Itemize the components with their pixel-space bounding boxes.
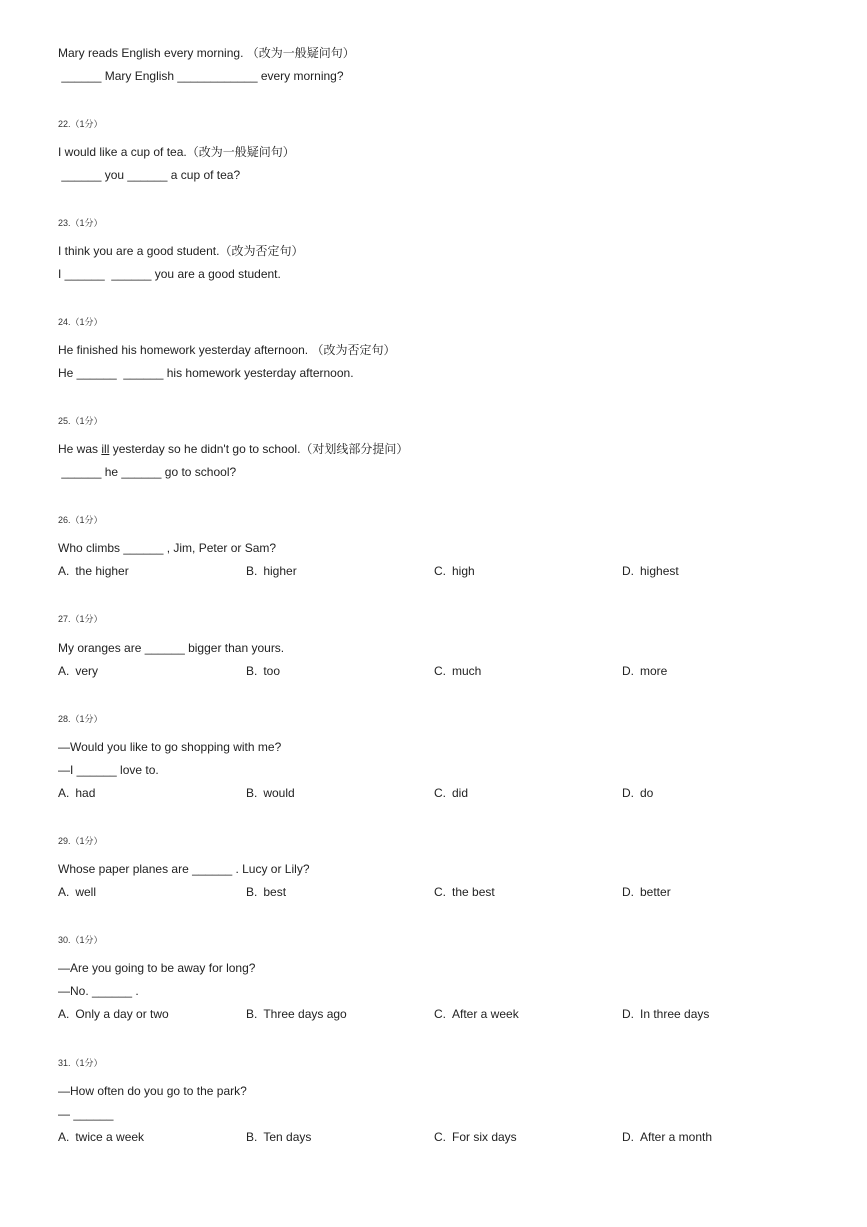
q23-number: 23.（1分） <box>58 218 103 228</box>
option-letter: B. <box>246 664 258 678</box>
q30-number: 30.（1分） <box>58 935 103 945</box>
q28-stem-line1: —Would you like to go shopping with me? <box>58 740 282 754</box>
option-text: did <box>452 786 469 800</box>
option-letter: A. <box>58 786 70 800</box>
q27-number: 27.（1分） <box>58 614 103 624</box>
option-letter: D. <box>622 786 634 800</box>
option-text: had <box>75 786 96 800</box>
option-text: more <box>640 664 668 678</box>
option-text: highest <box>640 564 679 578</box>
q21-stem: Mary reads English every morning. （改为一般疑问句） <box>58 46 355 60</box>
option-text: much <box>452 664 482 678</box>
option-letter: D. <box>622 1007 634 1021</box>
q29-stem: Whose paper planes are ______ . Lucy or Lily? <box>58 862 310 876</box>
option-text: the best <box>452 885 495 899</box>
option-letter: D. <box>622 564 634 578</box>
q30-option-a[interactable] <box>58 1007 169 1021</box>
option-text: In three days <box>640 1007 710 1021</box>
option-text: better <box>640 885 671 899</box>
option-text: For six days <box>452 1130 517 1144</box>
q27-option-d[interactable] <box>622 664 667 678</box>
option-letter: B. <box>246 564 258 578</box>
option-letter: A. <box>58 664 70 678</box>
q25-stem-start: He was <box>58 442 102 456</box>
option-text: twice a week <box>75 1130 145 1144</box>
q28-option-a[interactable] <box>58 786 95 800</box>
option-text: higher <box>263 564 297 578</box>
q29-option-a[interactable] <box>58 885 96 899</box>
q28-option-d[interactable] <box>622 786 653 800</box>
option-text: too <box>263 664 281 678</box>
q30-option-c[interactable] <box>434 1007 519 1021</box>
option-letter: B. <box>246 885 258 899</box>
q31-option-d[interactable] <box>622 1130 712 1144</box>
q26-option-b[interactable] <box>246 564 297 578</box>
option-letter: A. <box>58 1130 70 1144</box>
option-letter: A. <box>58 1007 70 1021</box>
option-letter: C. <box>434 564 446 578</box>
option-letter: B. <box>246 786 258 800</box>
q25-number: 25.（1分） <box>58 416 103 426</box>
option-letter: C. <box>434 1130 446 1144</box>
q27-option-b[interactable] <box>246 664 280 678</box>
option-text: Only a day or two <box>75 1007 169 1021</box>
option-letter: B. <box>246 1007 258 1021</box>
q21-answer-line: ______ Mary English ____________ every morning? <box>58 69 344 83</box>
q30-stem-line1: —Are you going to be away for long? <box>58 961 256 975</box>
option-text: best <box>263 885 287 899</box>
option-text: the higher <box>75 564 129 578</box>
q26-option-c[interactable] <box>434 564 475 578</box>
option-letter: B. <box>246 1130 258 1144</box>
option-text: After a month <box>640 1130 713 1144</box>
option-text: very <box>75 664 99 678</box>
q27-option-c[interactable] <box>434 664 481 678</box>
q28-number: 28.（1分） <box>58 714 103 724</box>
option-letter: C. <box>434 1007 446 1021</box>
q31-option-c[interactable] <box>434 1130 517 1144</box>
q31-option-b[interactable] <box>246 1130 311 1144</box>
option-letter: D. <box>622 664 634 678</box>
q22-stem: I would like a cup of tea.（改为一般疑问句） <box>58 145 295 159</box>
q29-number: 29.（1分） <box>58 836 103 846</box>
option-letter: A. <box>58 885 70 899</box>
option-letter: D. <box>622 1130 634 1144</box>
q22-answer-line: ______ you ______ a cup of tea? <box>58 168 241 182</box>
option-text: After a week <box>452 1007 519 1021</box>
q23-answer-line: I ______ ______ you are a good student. <box>58 267 281 281</box>
option-text: would <box>263 786 295 800</box>
q26-option-a[interactable] <box>58 564 129 578</box>
q25-stem <box>58 442 408 456</box>
q31-option-a[interactable] <box>58 1130 144 1144</box>
option-letter: D. <box>622 885 634 899</box>
q29-option-d[interactable] <box>622 885 671 899</box>
q28-option-b[interactable] <box>246 786 295 800</box>
option-letter: A. <box>58 564 70 578</box>
q31-stem-line2: — ______ <box>58 1107 114 1121</box>
option-letter: C. <box>434 664 446 678</box>
q29-option-c[interactable] <box>434 885 495 899</box>
q26-option-d[interactable] <box>622 564 679 578</box>
q24-answer-line: He ______ ______ his homework yesterday afternoon. <box>58 366 354 380</box>
q25-answer-line: ______ he ______ go to school? <box>58 465 237 479</box>
q22-number: 22.（1分） <box>58 119 103 129</box>
q28-option-c[interactable] <box>434 786 468 800</box>
option-text: do <box>640 786 654 800</box>
q28-stem-line2: —I ______ love to. <box>58 763 159 777</box>
option-text: well <box>75 885 97 899</box>
q26-stem: Who climbs ______ , Jim, Peter or Sam? <box>58 541 277 555</box>
q30-option-d[interactable] <box>622 1007 709 1021</box>
q27-stem: My oranges are ______ bigger than yours. <box>58 641 285 655</box>
q25-stem-end: yesterday so he didn't go to school.（对划线部分提问） <box>109 442 409 456</box>
q31-number: 31.（1分） <box>58 1058 103 1068</box>
q23-stem: I think you are a good student.（改为否定句） <box>58 244 304 258</box>
q27-option-a[interactable] <box>58 664 98 678</box>
q26-number: 26.（1分） <box>58 515 103 525</box>
option-letter: C. <box>434 786 446 800</box>
q25-underlined-word: ill <box>101 442 110 456</box>
option-text: Ten days <box>263 1130 312 1144</box>
q24-stem: He finished his homework yesterday afternoon. （改为否定句） <box>58 343 396 357</box>
option-letter: C. <box>434 885 446 899</box>
q29-option-b[interactable] <box>246 885 286 899</box>
option-text: Three days ago <box>263 1007 347 1021</box>
q24-number: 24.（1分） <box>58 317 103 327</box>
q30-option-b[interactable] <box>246 1007 347 1021</box>
q30-stem-line2: —No. ______ . <box>58 984 139 998</box>
q31-stem-line1: —How often do you go to the park? <box>58 1084 247 1098</box>
option-text: high <box>452 564 475 578</box>
